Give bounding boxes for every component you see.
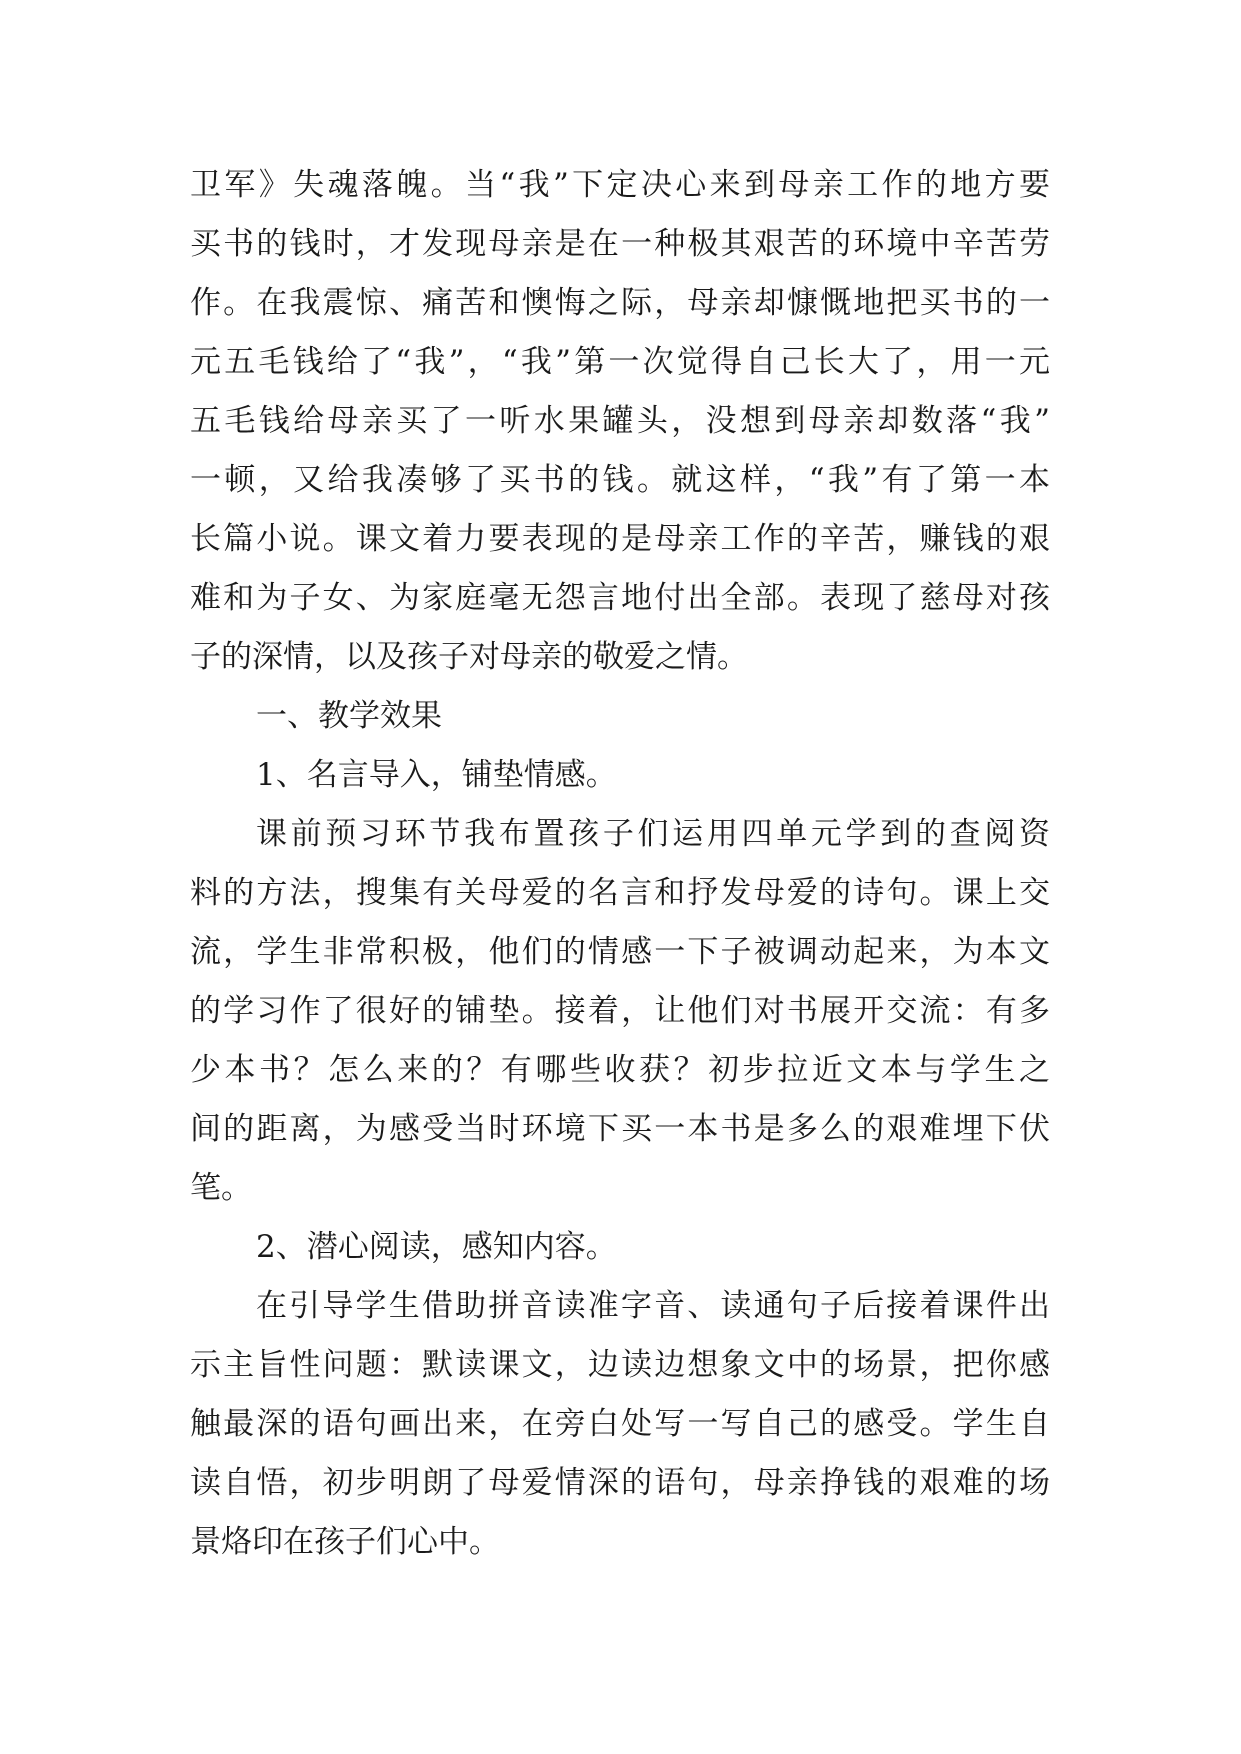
subsection-heading: 1、名言导入，铺垫情感。: [256, 757, 617, 793]
paragraph-line: 触最深的语句画出来，在旁白处写一写自己的感受。学生自: [190, 1406, 1050, 1442]
paragraph-line: 景烙印在孩子们心中。: [190, 1524, 500, 1560]
paragraph-line: 买书的钱时，才发现母亲是在一种极其艰苦的环境中辛苦劳: [190, 226, 1050, 262]
paragraph-line: 少本书？怎么来的？有哪些收获？初步拉近文本与学生之: [190, 1052, 1050, 1088]
paragraph-line: 难和为子女、为家庭毫无怨言地付出全部。表现了慈母对孩: [190, 580, 1050, 616]
subsection-heading: 2、潜心阅读，感知内容。: [256, 1229, 617, 1265]
paragraph-line: 子的深情，以及孩子对母亲的敬爱之情。: [190, 639, 748, 675]
paragraph-line: 五毛钱给母亲买了一听水果罐头，没想到母亲却数落“我”: [190, 403, 1050, 439]
paragraph-line: 一顿，又给我凑够了买书的钱。就这样，“我”有了第一本: [190, 462, 1050, 498]
paragraph-line: 间的距离，为感受当时环境下买一本书是多么的艰难埋下伏: [190, 1111, 1050, 1147]
paragraph-line: 长篇小说。课文着力要表现的是母亲工作的辛苦，赚钱的艰: [190, 521, 1050, 557]
document-body: [190, 156, 1050, 1572]
paragraph-line: 元五毛钱给了“我”，“我”第一次觉得自己长大了，用一元: [190, 344, 1050, 380]
paragraph-line: 料的方法，搜集有关母爱的名言和抒发母爱的诗句。课上交: [190, 875, 1050, 911]
paragraph-line: 在引导学生借助拼音读准字音、读通句子后接着课件出: [256, 1288, 1050, 1324]
paragraph-line: 示主旨性问题：默读课文，边读边想象文中的场景，把你感: [190, 1347, 1050, 1383]
paragraph-line: 作。在我震惊、痛苦和懊悔之际，母亲却慷慨地把买书的一: [190, 285, 1050, 321]
paragraph-line: 的学习作了很好的铺垫。接着，让他们对书展开交流：有多: [190, 993, 1050, 1029]
section-heading: 一、教学效果: [256, 698, 442, 734]
paragraph-line: 卫军》失魂落魄。当“我”下定决心来到母亲工作的地方要: [190, 167, 1050, 203]
paragraph-line: 流，学生非常积极，他们的情感一下子被调动起来，为本文: [190, 934, 1050, 970]
paragraph-line: 笔。: [190, 1170, 252, 1206]
paragraph-line: 课前预习环节我布置孩子们运用四单元学到的查阅资: [256, 816, 1050, 852]
paragraph-line: 读自悟，初步明朗了母爱情深的语句，母亲挣钱的艰难的场: [190, 1465, 1050, 1501]
